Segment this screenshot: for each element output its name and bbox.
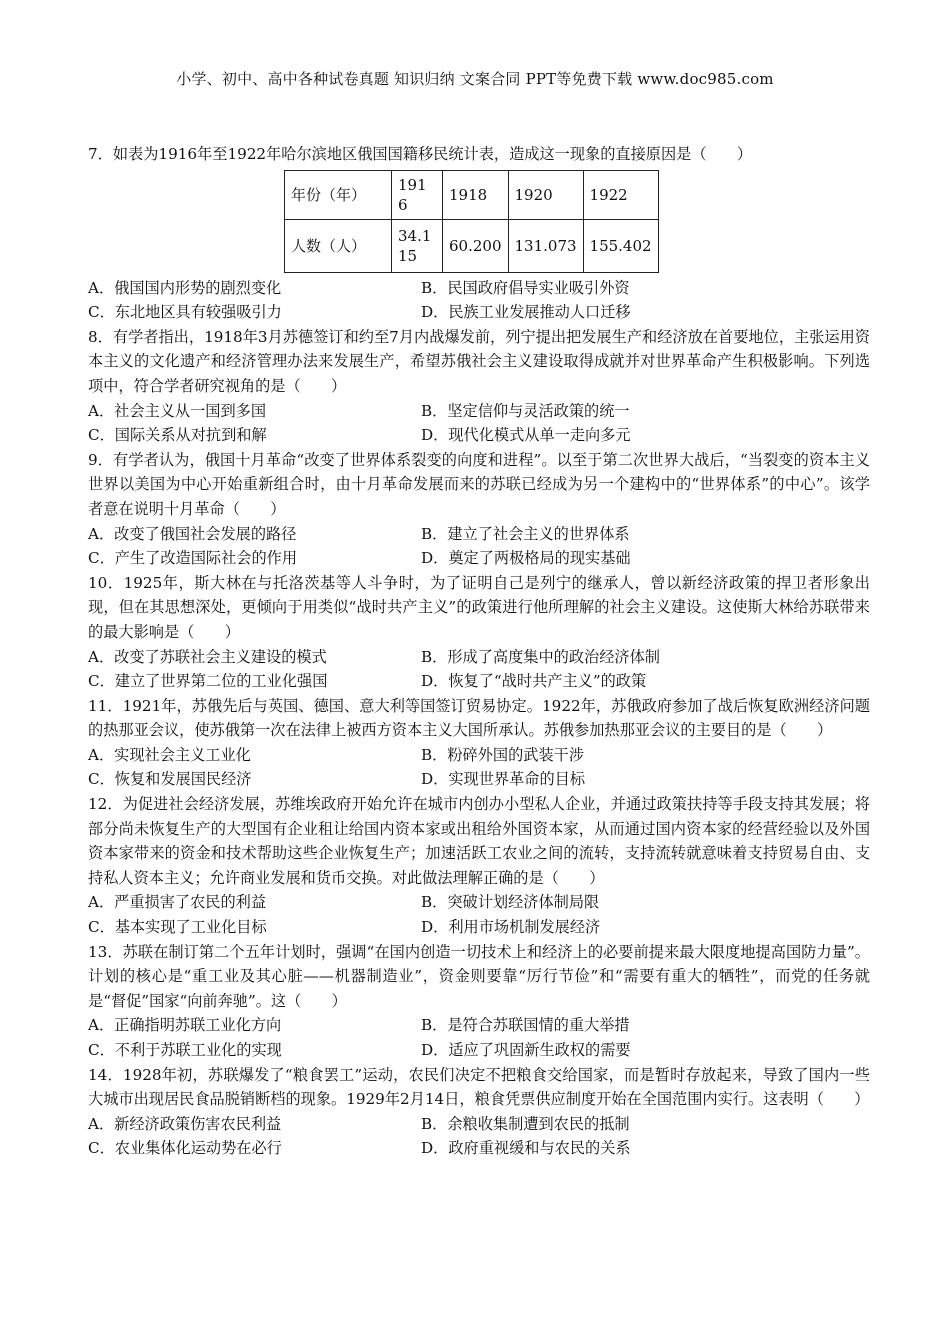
option-d: D．民族工业发展推动人口迁移 <box>421 303 631 322</box>
answer-options <box>88 522 870 571</box>
option-c: C．产生了改造国际社会的作用 <box>88 549 298 568</box>
option-a: A．社会主义从一国到多国 <box>88 401 267 420</box>
question-list <box>88 142 870 1161</box>
option-b: B．余粮收集制遭到农民的抵制 <box>421 1114 630 1133</box>
option-b: B．是符合苏联国情的重大举措 <box>421 1016 630 1035</box>
answer-options <box>88 743 870 792</box>
option-c: C．农业集体化运动势在必行 <box>88 1139 282 1158</box>
option-c: C．建立了世界第二位的工业化强国 <box>88 672 328 691</box>
table-cell: 1916 <box>392 170 443 219</box>
answer-options <box>88 399 870 448</box>
option-a: A．正确指明苏联工业化方向 <box>88 1016 282 1035</box>
option-d: D．恢复了“战时共产主义”的政策 <box>421 672 647 691</box>
question-stem: 10．1925年，斯大林在与托洛茨基等人斗争时，为了证明自己是列宁的继承人，曾以新经济政策的捍卫者形象出现，但在其思想深处，更倾向于用类似“战时共产主义”的政策进行他所理解的社会主义建设。这使斯大林给苏联带来的最大影响是（ ） <box>88 573 870 641</box>
option-b: B．粉碎外国的武装干涉 <box>421 745 585 764</box>
option-c: C．恢复和发展国民经济 <box>88 770 252 789</box>
table-cell: 1922 <box>583 170 658 219</box>
option-b: B．建立了社会主义的世界体系 <box>421 524 630 543</box>
question-stem: 14．1928年初，苏联爆发了“粮食罢工”运动，农民们决定不把粮食交给国家，而是暂时存放起来，导致了国内一些大城市出现居民食品脱销断档的现象。1929年2月14日，粮食凭票供应制度开始在全国范围内实行。这表明（ ） <box>88 1065 870 1109</box>
table-cell: 34.115 <box>392 219 443 272</box>
option-b: B．突破计划经济体制局限 <box>421 893 600 912</box>
option-c: C．东北地区具有较强吸引力 <box>88 303 282 322</box>
answer-options <box>88 1112 870 1161</box>
table-cell: 年份（年） <box>285 170 392 219</box>
option-d: D．实现世界革命的目标 <box>421 770 586 789</box>
option-d: D．奠定了两极格局的现实基础 <box>421 549 631 568</box>
option-b: B．民国政府倡导实业吸引外资 <box>421 278 630 297</box>
option-a: A．实现社会主义工业化 <box>88 745 251 764</box>
option-c: C．基本实现了工业化目标 <box>88 918 267 937</box>
migration-table <box>284 170 659 273</box>
table-row <box>285 170 659 219</box>
question-stem: 7．如表为1916年至1922年哈尔滨地区俄国国籍移民统计表，造成这一现象的直接原因是（ ） <box>88 145 753 163</box>
option-a: A．俄国国内形势的剧烈变化 <box>88 278 282 297</box>
answer-options <box>88 645 870 694</box>
option-a: A．新经济政策伤害农民利益 <box>88 1114 282 1133</box>
question-stem: 13．苏联在制订第二个五年计划时，强调“在国内创造一切技术上和经济上的必要前提来最大限度地提高国防力量”。计划的核心是“重工业及其心脏——机器制造业”，资金则要靠“厉行节俭”和“需要有重大的牺牲”，而党的任务就是“督促”国家“向前奔驰”。这（ ） <box>88 942 870 1010</box>
table-cell: 155.402 <box>583 219 658 272</box>
table-cell: 1920 <box>508 170 583 219</box>
option-a: A．改变了苏联社会主义建设的模式 <box>88 647 327 666</box>
option-d: D．现代化模式从单一走向多元 <box>421 426 631 445</box>
option-b: B．形成了高度集中的政治经济体制 <box>421 647 660 666</box>
question-stem: 12．为促进社会经济发展，苏维埃政府开始允许在城市内创办小型私人企业，并通过政策扶持等手段支持其发展；将部分尚未恢复生产的大型国有企业租让给国内资本家或出租给外国资本家，从而通过国内资本家的经营经验以及外国资本家带来的资金和技术帮助这些企业恢复生产；加速活跃工农业之间的流转，支持流转就意味着支持贸易自由、支持私人资本主义；允许商业发展和货币交换。对此做法理解正确的是（ ） <box>88 795 870 887</box>
option-a: A．改变了俄国社会发展的路径 <box>88 524 297 543</box>
answer-options <box>88 890 870 939</box>
option-d: D．适应了巩固新生政权的需要 <box>421 1041 631 1059</box>
option-c: C．国际关系从对抗到和解 <box>88 426 267 445</box>
option-d: D．利用市场机制发展经济 <box>421 918 601 937</box>
option-a: A．严重损害了农民的利益 <box>88 893 267 912</box>
table-row <box>285 219 659 272</box>
option-d: D．政府重视缓和与农民的关系 <box>421 1139 631 1158</box>
table-cell: 131.073 <box>508 219 583 272</box>
option-c: C．不利于苏联工业化的实现 <box>88 1041 282 1059</box>
page-header: 小学、初中、高中各种试卷真题 知识归纳 文案合同 PPT等免费下载 www.doc985.com <box>176 70 774 88</box>
table-cell: 人数（人） <box>285 219 392 272</box>
question-stem: 8．有学者指出，1918年3月苏德签订和约至7月内战爆发前，列宁提出把发展生产和经济放在首要地位，主张运用资本主义的文化遗产和经济管理办法来发展生产，希望苏俄社会主义建设取得成就并对世界革命产生积极影响。下列选项中，符合学者研究视角的是（ ） <box>88 327 870 395</box>
answer-options <box>88 1013 870 1062</box>
answer-options <box>88 276 870 325</box>
table-cell: 1918 <box>443 170 509 219</box>
question-stem: 9．有学者认为，俄国十月革命“改变了世界体系裂变的向度和进程”。以至于第二次世界大战后，“当裂变的资本主义世界以美国为中心开始重新组合时，由十月革命发展而来的苏联已经成为另一个建构中的“世界体系”的中心”。该学者意在说明十月革命（ ） <box>88 450 870 518</box>
question-stem: 11．1921年，苏俄先后与英国、德国、意大利等国签订贸易协定。1922年，苏俄政府参加了战后恢复欧洲经济问题的热那亚会议，使苏俄第一次在法律上被西方资本主义大国所承认。苏俄参加热那亚会议的主要目的是（ ） <box>88 696 870 740</box>
option-b: B．坚定信仰与灵活政策的统一 <box>421 401 630 420</box>
table-cell: 60.200 <box>443 219 509 272</box>
